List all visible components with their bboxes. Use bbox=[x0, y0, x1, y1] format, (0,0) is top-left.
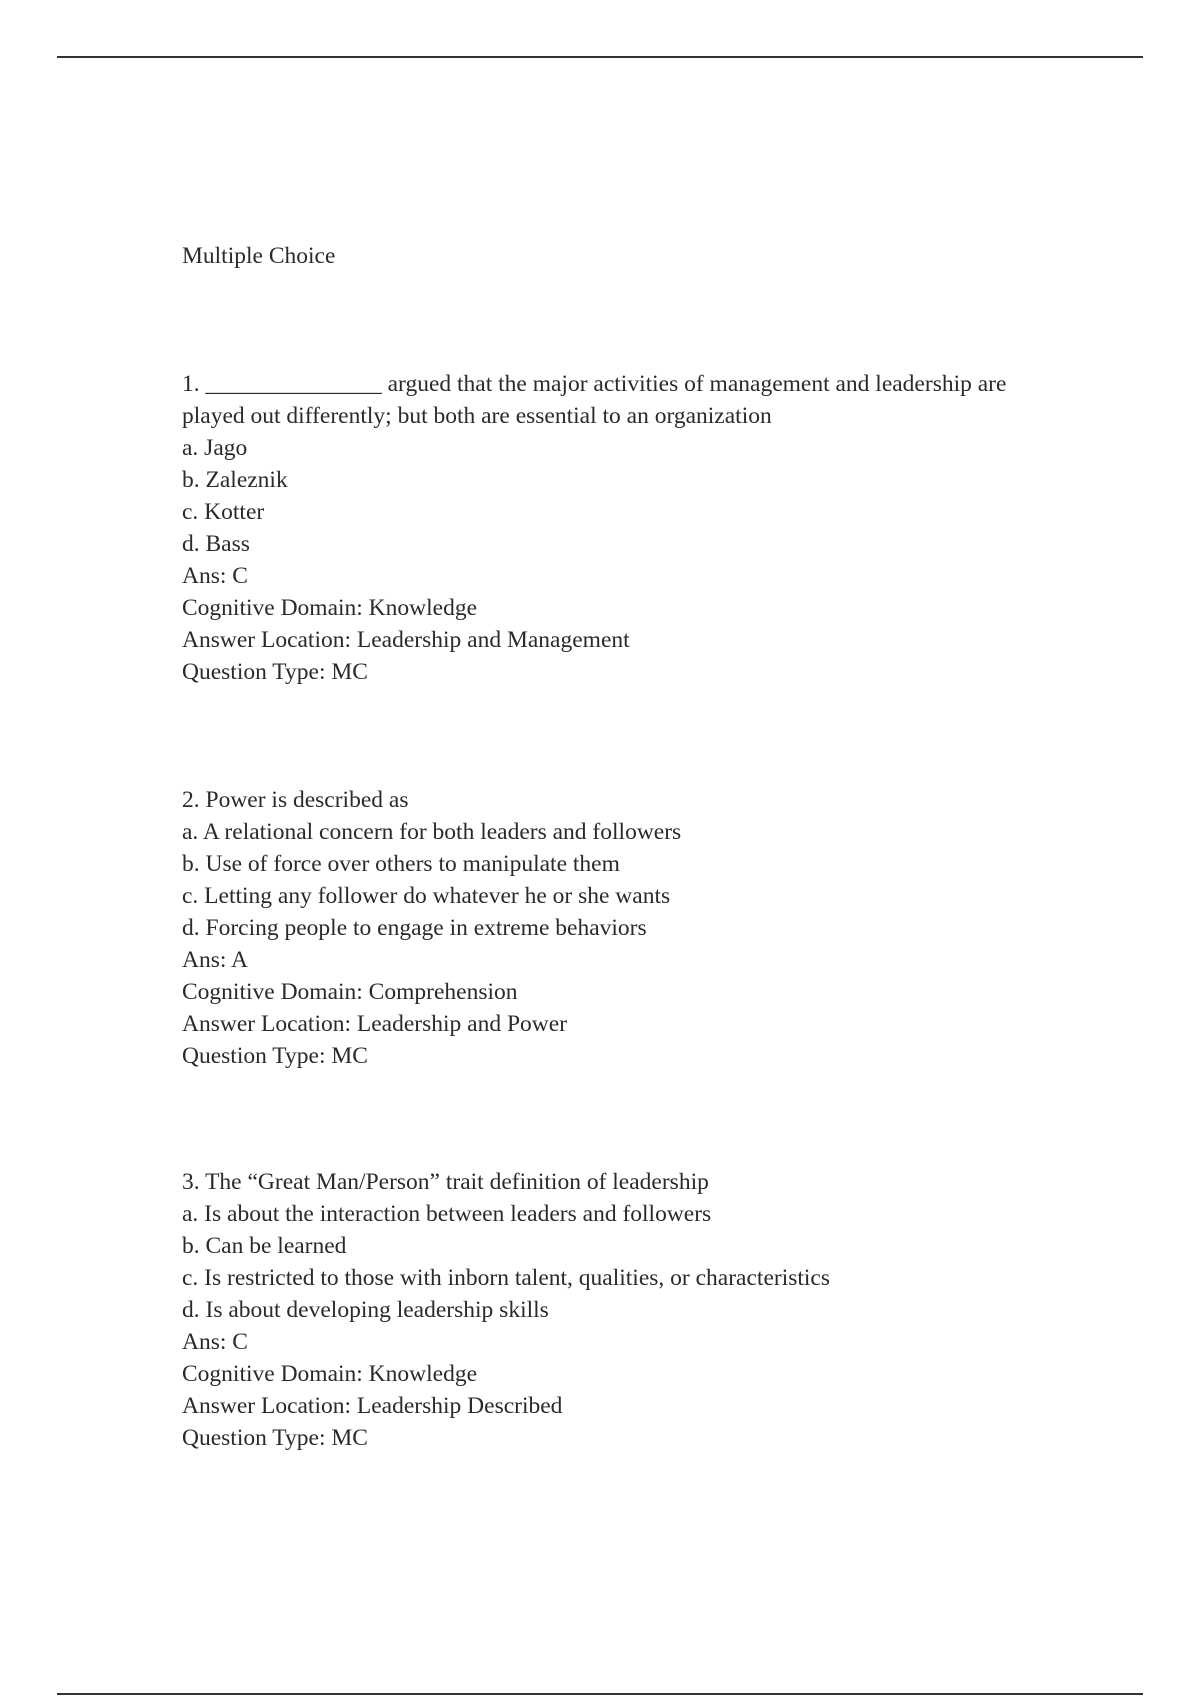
section-heading: Multiple Choice bbox=[182, 243, 336, 269]
option-b: b. Can be learned bbox=[182, 1233, 347, 1259]
option-d: d. Forcing people to engage in extreme behaviors bbox=[182, 915, 647, 941]
cognitive-domain-line: Cognitive Domain: Knowledge bbox=[182, 595, 478, 621]
option-c: c. Letting any follower do whatever he or she wants bbox=[182, 883, 671, 909]
top-rule bbox=[57, 56, 1143, 58]
question-stem: 1. _______________ argued that the major activities of management and leadership are played out differently; but both are essential to an organization bbox=[182, 371, 1007, 429]
question-stem: 3. The “Great Man/Person” trait definition of leadership bbox=[182, 1169, 709, 1195]
option-b: b. Use of force over others to manipulate them bbox=[182, 851, 620, 877]
question-type-line: Question Type: MC bbox=[182, 1043, 368, 1069]
question-1 bbox=[182, 368, 1082, 688]
document-body bbox=[182, 240, 1082, 1454]
option-c: c. Is restricted to those with inborn talent, qualities, or characteristics bbox=[182, 1265, 831, 1291]
question-type-line: Question Type: MC bbox=[182, 659, 368, 685]
question-stem: 2. Power is described as bbox=[182, 787, 409, 813]
option-d: d. Bass bbox=[182, 531, 250, 557]
answer-line: Ans: C bbox=[182, 563, 248, 589]
answer-location-line: Answer Location: Leadership and Management bbox=[182, 627, 630, 653]
option-a: a. Jago bbox=[182, 435, 248, 461]
answer-location-line: Answer Location: Leadership Described bbox=[182, 1393, 563, 1419]
question-3 bbox=[182, 1166, 1082, 1454]
option-b: b. Zaleznik bbox=[182, 467, 288, 493]
option-a: a. Is about the interaction between leaders and followers bbox=[182, 1201, 712, 1227]
answer-line: Ans: C bbox=[182, 1329, 248, 1355]
bottom-rule bbox=[57, 1693, 1143, 1695]
answer-line: Ans: A bbox=[182, 947, 248, 973]
option-d: d. Is about developing leadership skills bbox=[182, 1297, 549, 1323]
cognitive-domain-line: Cognitive Domain: Comprehension bbox=[182, 979, 518, 1005]
answer-location-line: Answer Location: Leadership and Power bbox=[182, 1011, 568, 1037]
question-2 bbox=[182, 784, 1082, 1072]
cognitive-domain-line: Cognitive Domain: Knowledge bbox=[182, 1361, 478, 1387]
option-a: a. A relational concern for both leaders and followers bbox=[182, 819, 682, 845]
question-type-line: Question Type: MC bbox=[182, 1425, 368, 1451]
option-c: c. Kotter bbox=[182, 499, 265, 525]
